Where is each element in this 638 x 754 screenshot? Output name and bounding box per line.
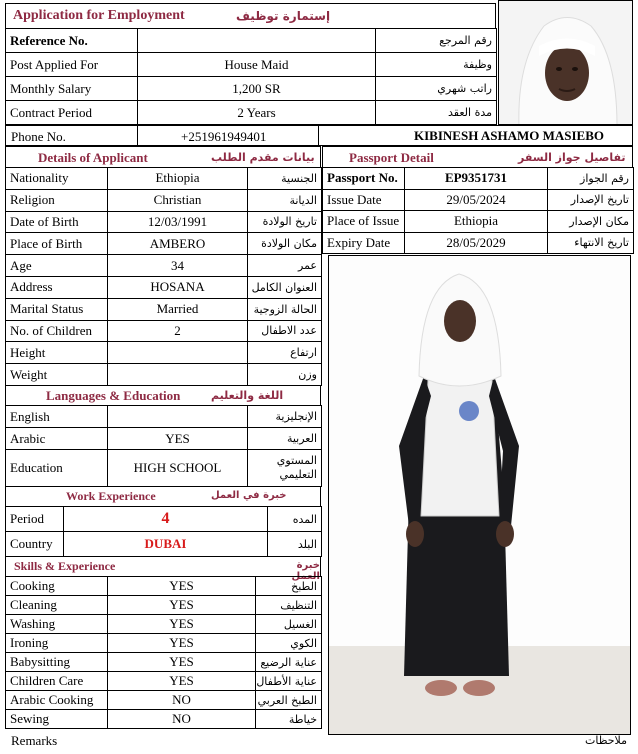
passport-title-ar: تفاصيل جواز السفر [518,151,626,164]
passport-label-ar: رقم الجواز [548,168,634,190]
divider [137,126,138,145]
languages-label: Education [6,450,108,487]
details-label-ar: وزن [248,364,322,386]
skills-value: YES [108,615,256,634]
languages-label-ar: المستوي التعليمي [248,450,322,487]
top-info-value [138,29,376,53]
top-info-table [5,28,497,125]
details-label: No. of Children [6,320,108,342]
skills-row [6,691,322,710]
details-value [108,364,248,386]
details-label-ar: عمر [248,255,322,277]
languages-value: YES [108,428,248,450]
skills-label: Children Care [6,672,108,691]
top-info-label: Post Applied For [6,53,138,77]
details-label-ar: تاريخ الولادة [248,211,322,233]
languages-value: HIGH SCHOOL [108,450,248,487]
passport-value: 29/05/2024 [405,189,548,211]
skills-row [6,596,322,615]
skills-value: YES [108,596,256,615]
skills-table [5,576,322,729]
top-info-label: Monthly Salary [6,77,138,101]
passport-value: 28/05/2029 [405,232,548,254]
languages-value [108,406,248,428]
details-value: Christian [108,189,248,211]
full-photo-image [329,256,631,735]
details-value [108,342,248,364]
details-label: Nationality [6,168,108,190]
skills-label: Sewing [6,710,108,729]
applicant-full-photo [328,255,631,735]
details-label: Religion [6,189,108,211]
languages-title-en: Languages & Education [46,388,181,403]
remarks-label-ar: ملاحظات [585,734,627,747]
details-value: AMBERO [108,233,248,255]
top-info-row [6,53,497,77]
work-table [5,506,322,557]
skills-label: Ironing [6,634,108,653]
skills-title-ar: خبرة العمل [291,560,320,582]
languages-table [5,405,322,487]
work-heading [5,487,321,506]
top-info-value: 2 Years [138,101,376,125]
details-row [6,364,322,386]
skills-value: NO [108,691,256,710]
details-value: 12/03/1991 [108,211,248,233]
details-label-ar: الحالة الزوجية [248,298,322,320]
languages-label-ar: الإنجليزية [248,406,322,428]
skills-row [6,634,322,653]
passport-table [322,167,634,254]
form-title-en: Application for Employment [13,8,185,23]
passport-heading [322,146,633,168]
passport-label: Issue Date [323,189,405,211]
passport-value: EP9351731 [405,168,548,190]
passport-title-en: Passport Detail [349,150,434,165]
top-info-row [6,77,497,101]
details-label-ar: عدد الاطفال [248,320,322,342]
details-label-ar: الديانة [248,189,322,211]
skills-label-ar: الطبخ العربي [256,691,322,710]
languages-label: Arabic [6,428,108,450]
skills-value: YES [108,634,256,653]
details-value: HOSANA [108,276,248,298]
details-row [6,211,322,233]
details-label: Address [6,276,108,298]
passport-label: Passport No. [323,168,405,190]
skills-label: Washing [6,615,108,634]
work-label: Period [6,507,64,532]
skills-row [6,577,322,596]
passport-row [323,211,634,233]
work-value: DUBAI [64,532,268,557]
details-label: Place of Birth [6,233,108,255]
top-info-label: Contract Period [6,101,138,125]
top-info-label-ar: وظيفة [376,53,497,77]
skills-heading [5,557,321,582]
skills-label: Babysitting [6,653,108,672]
details-label: Age [6,255,108,277]
details-value: 34 [108,255,248,277]
skills-label-ar: عناية الأطفال [256,672,322,691]
details-label-ar: مكان الولادة [248,233,322,255]
work-row [6,532,322,557]
skills-row [6,710,322,729]
details-row [6,342,322,364]
languages-row [6,428,322,450]
details-title-en: Details of Applicant [38,150,148,165]
languages-heading [5,385,321,406]
phone-label: Phone No. [11,129,66,144]
passport-label-ar: تاريخ الإصدار [548,189,634,211]
details-label: Weight [6,364,108,386]
skills-label: Cooking [6,577,108,596]
top-info-label-ar: مدة العقد [376,101,497,125]
work-label-ar: المده [268,507,322,532]
details-row [6,168,322,190]
form-header [5,3,496,29]
applicant-headshot [498,0,633,125]
details-title-ar: بيانات مقدم الطلب [211,151,315,164]
phone-row [5,125,633,146]
top-info-label: Reference No. [6,29,138,53]
work-value: 4 [64,507,268,532]
divider [318,126,319,145]
skills-row [6,672,322,691]
skills-label-ar: التنظيف [256,596,322,615]
passport-label-ar: تاريخ الانتهاء [548,232,634,254]
details-row [6,255,322,277]
remarks-row [5,731,633,751]
details-label-ar: ارتفاع [248,342,322,364]
skills-label: Cleaning [6,596,108,615]
skills-value: YES [108,672,256,691]
top-info-label-ar: رقم المرجع [376,29,497,53]
details-label-ar: العنوان الكامل [248,276,322,298]
top-info-label-ar: راتب شهري [376,77,497,101]
languages-row [6,450,322,487]
skills-label-ar: خياطة [256,710,322,729]
details-value: 2 [108,320,248,342]
details-label: Marital Status [6,298,108,320]
skills-label-ar: الطبخ [256,577,322,596]
work-label-ar: البلد [268,532,322,557]
top-info-row [6,101,497,125]
skills-row [6,615,322,634]
details-row [6,320,322,342]
languages-label: English [6,406,108,428]
top-info-value: 1,200 SR [138,77,376,101]
skills-value: YES [108,653,256,672]
details-label: Height [6,342,108,364]
details-table [5,167,322,386]
languages-label-ar: العربية [248,428,322,450]
skills-label-ar: الكوي [256,634,322,653]
details-value: Ethiopia [108,168,248,190]
work-row [6,507,322,532]
work-title-ar: خبرة في العمل [211,490,287,501]
details-label-ar: الجنسية [248,168,322,190]
passport-label-ar: مكان الإصدار [548,211,634,233]
skills-label-ar: الغسيل [256,615,322,634]
passport-row [323,168,634,190]
work-title-en: Work Experience [66,489,156,503]
work-label: Country [6,532,64,557]
languages-title-ar: اللغة والتعليم [211,389,284,402]
headshot-image [499,1,633,125]
applicant-name: KIBINESH ASHAMO MASIEBO [414,128,604,143]
skills-value: NO [108,710,256,729]
top-info-row [6,29,497,53]
details-heading [5,146,321,168]
form-title-ar: إستمارة توظيف [236,9,331,23]
languages-row [6,406,322,428]
remarks-label: Remarks [11,733,58,748]
details-row [6,189,322,211]
passport-row [323,232,634,254]
skills-label: Arabic Cooking [6,691,108,710]
skills-title-en: Skills & Experience [14,559,116,573]
top-info-value: House Maid [138,53,376,77]
details-value: Married [108,298,248,320]
passport-value: Ethiopia [405,211,548,233]
passport-row [323,189,634,211]
skills-value: YES [108,577,256,596]
passport-label: Expiry Date [323,232,405,254]
skills-row [6,653,322,672]
details-row [6,276,322,298]
phone-value: +251961949401 [181,129,267,144]
details-row [6,298,322,320]
details-label: Date of Birth [6,211,108,233]
details-row [6,233,322,255]
skills-label-ar: عناية الرضيع [256,653,322,672]
passport-label: Place of Issue [323,211,405,233]
